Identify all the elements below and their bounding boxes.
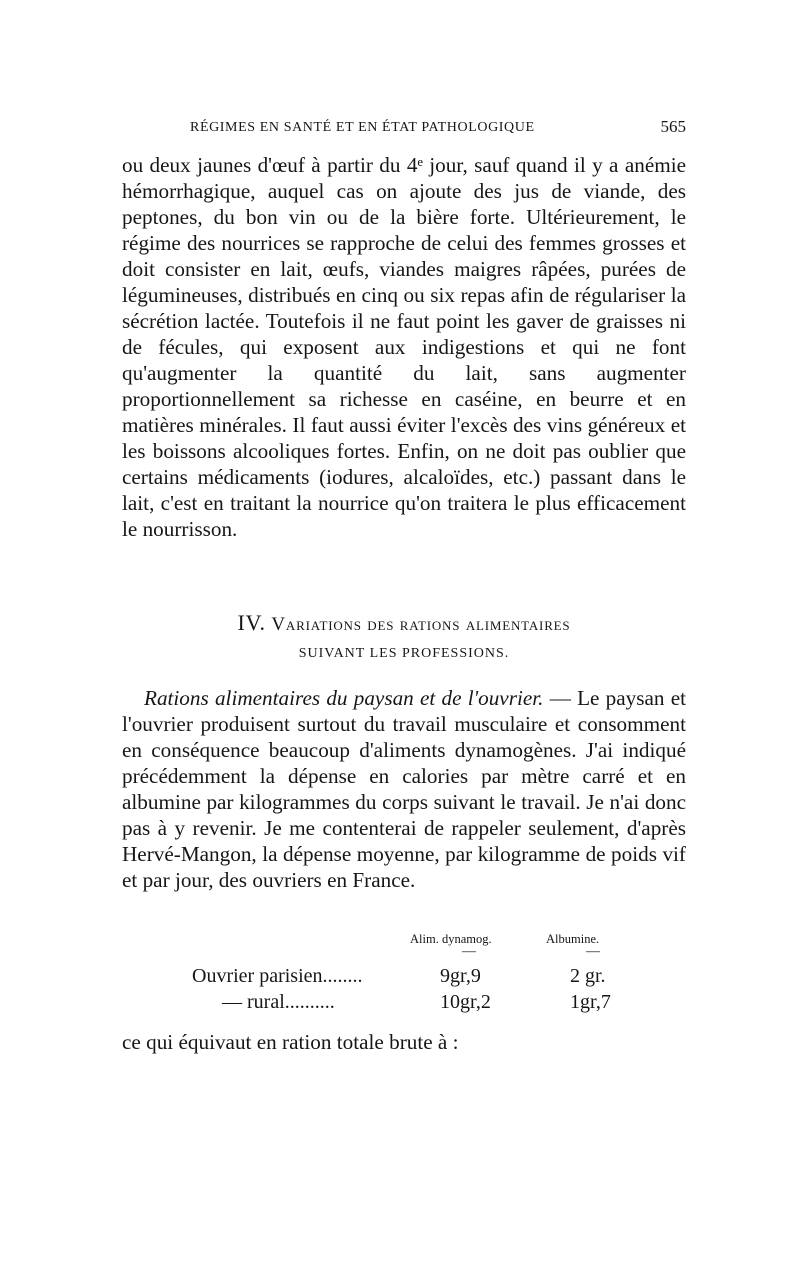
cell-dynamog: 9gr,9 (440, 965, 481, 987)
paragraph-nursing-diet: ou deux jaunes d'œuf à partir du 4ᵉ jour, sauf quand il y a anémie hémorrhagique, auquel cas on ajoute des jus de viande, des peptones, du bon vin ou de la bière forte. Ultérieurement, le régime des nourrices se rapproche de celui des femmes grosses et doit consister en lait, œufs, viandes maigres râpées, purées de légumineuses, distribués en cinq ou six repas afin de régulariser la sécrétion lactée. Toutefois il ne faut point les gaver de graisses ni de fécules, qui exposent aux indigestions et qui ne font qu'augmenter la quantité du lait, sans augmenter proportionnellement sa richesse en caséine, en beurre et en matières minérales. Il faut aussi éviter l'excès des vins généreux et les boissons alcooliques fortes. Enfin, on ne doit pas oublier que certains médicaments (iodures, alcaloïdes, etc.) passant dans le lait, c'est en traitant la nourrice qu'on traitera le plus efficacement le nourrisson. (122, 153, 686, 541)
row-label: — rural.......... (222, 991, 335, 1013)
section-heading (122, 610, 686, 638)
section-number: IV. (237, 610, 266, 635)
table-row (122, 965, 686, 991)
column-header-albumine: Albumine. (546, 932, 600, 946)
closing-line: ce qui équivaut en ration totale brute à : (122, 1030, 459, 1054)
cell-albumine: 1gr,7 (570, 991, 611, 1013)
column-separator: — (586, 944, 600, 959)
page-number: 565 (660, 117, 686, 136)
cell-albumine: 2 gr. (570, 965, 606, 987)
column-separator: — (462, 944, 476, 959)
paragraph-run-in-heading: Rations alimentaires du paysan et de l'ouvrier. (144, 686, 544, 710)
cell-dynamog: 10gr,2 (440, 991, 491, 1013)
column-header-dynamog: Alim. dynamog. (410, 932, 492, 946)
row-label: Ouvrier parisien........ (192, 965, 363, 987)
paragraph-worker-rations (122, 685, 686, 893)
section-subtitle: SUIVANT LES PROFESSIONS. (298, 646, 510, 661)
paragraph-worker-rations-text: — Le paysan et l'ouvrier produisent surtout du travail musculaire et consomment en conséquence beaucoup d'aliments dynamogènes. J'ai indiqué précédemment la dépense en calories par mètre carré et en albumine par kilogrammes du corps suivant le travail. Je n'ai donc pas à y revenir. Je me contenterai de rappeler seulement, d'après Hervé-Mangon, la dépense moyenne, par kilogramme de poids vif et par jour, des ouvriers en France. (122, 686, 687, 892)
table-row (122, 991, 686, 1017)
running-header-title: RÉGIMES EN SANTÉ ET EN ÉTAT PATHOLOGIQUE (190, 120, 535, 135)
section-title: Variations des rations alimentaires (271, 614, 571, 635)
running-header (190, 118, 686, 138)
